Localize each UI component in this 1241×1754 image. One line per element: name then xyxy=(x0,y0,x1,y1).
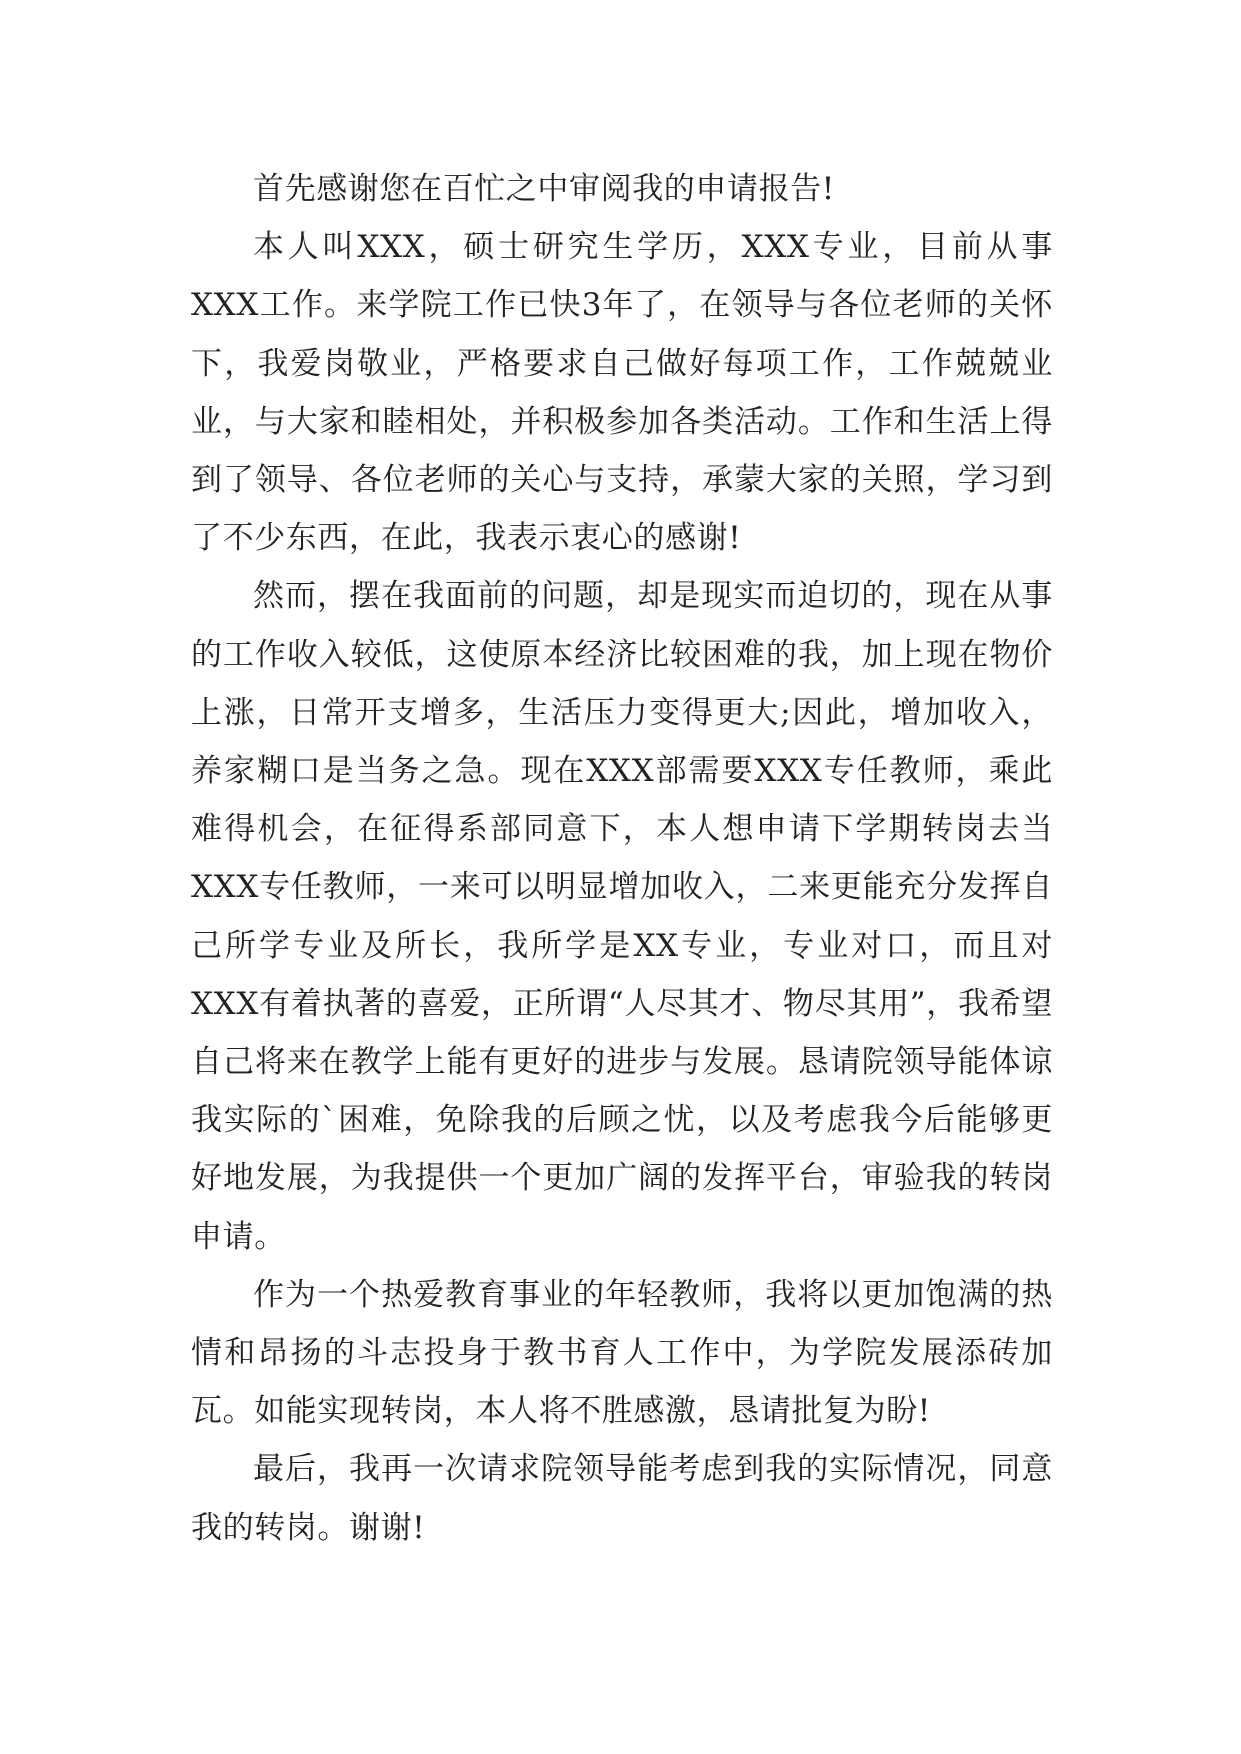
paragraph-thanks: 首先感谢您在百忙之中审阅我的申请报告! xyxy=(253,171,835,207)
letter-body xyxy=(191,160,1053,1557)
paragraph-reason: 然而，摆在我面前的问题，却是现实而迫切的，现在从事的工作收入较低，这使原本经济比较困难的我，加上现在物价上涨，日常开支增多，生活压力变得更大;因此，增加收入，养家糊口是当务之急。现在XXX部需要XXX专任教师，乘此难得机会，在征得系部同意下，本人想申请下学期转岗去当XXX专任教师，一来可以明显增加收入，二来更能充分发挥自己所学专业及所长，我所学是XX专业，专业对口，而且对XXX有着执著的喜爱，正所谓“人尽其才、物尽其用”，我希望自己将来在教学上能有更好的进步与发展。恳请院领导能体谅我实际的`困难，免除我的后顾之忧，以及考虑我今后能够更好地发展，为我提供一个更加广阔的发挥平台，审验我的转岗申请。 xyxy=(191,578,1053,1255)
paragraph-introduction: 本人叫XXX，硕士研究生学历，XXX专业，目前从事XXX工作。来学院工作已快3年了，在领导与各位老师的关怀下，我爱岗敬业，严格要求自己做好每项工作，工作兢兢业业，与大家和睦相处，并积极参加各类活动。工作和生活上得到了领导、各位老师的关心与支持，承蒙大家的关照，学习到了不少东西，在此，我表示衷心的感谢! xyxy=(191,229,1053,557)
paragraph-closing: 最后，我再一次请求院领导能考虑到我的实际情况，同意我的转岗。谢谢! xyxy=(191,1451,1053,1546)
paragraph-commitment: 作为一个热爱教育事业的年轻教师，我将以更加饱满的热情和昂扬的斗志投身于教书育人工作中，为学院发展添砖加瓦。如能实现转岗，本人将不胜感激，恳请批复为盼! xyxy=(191,1276,1053,1430)
